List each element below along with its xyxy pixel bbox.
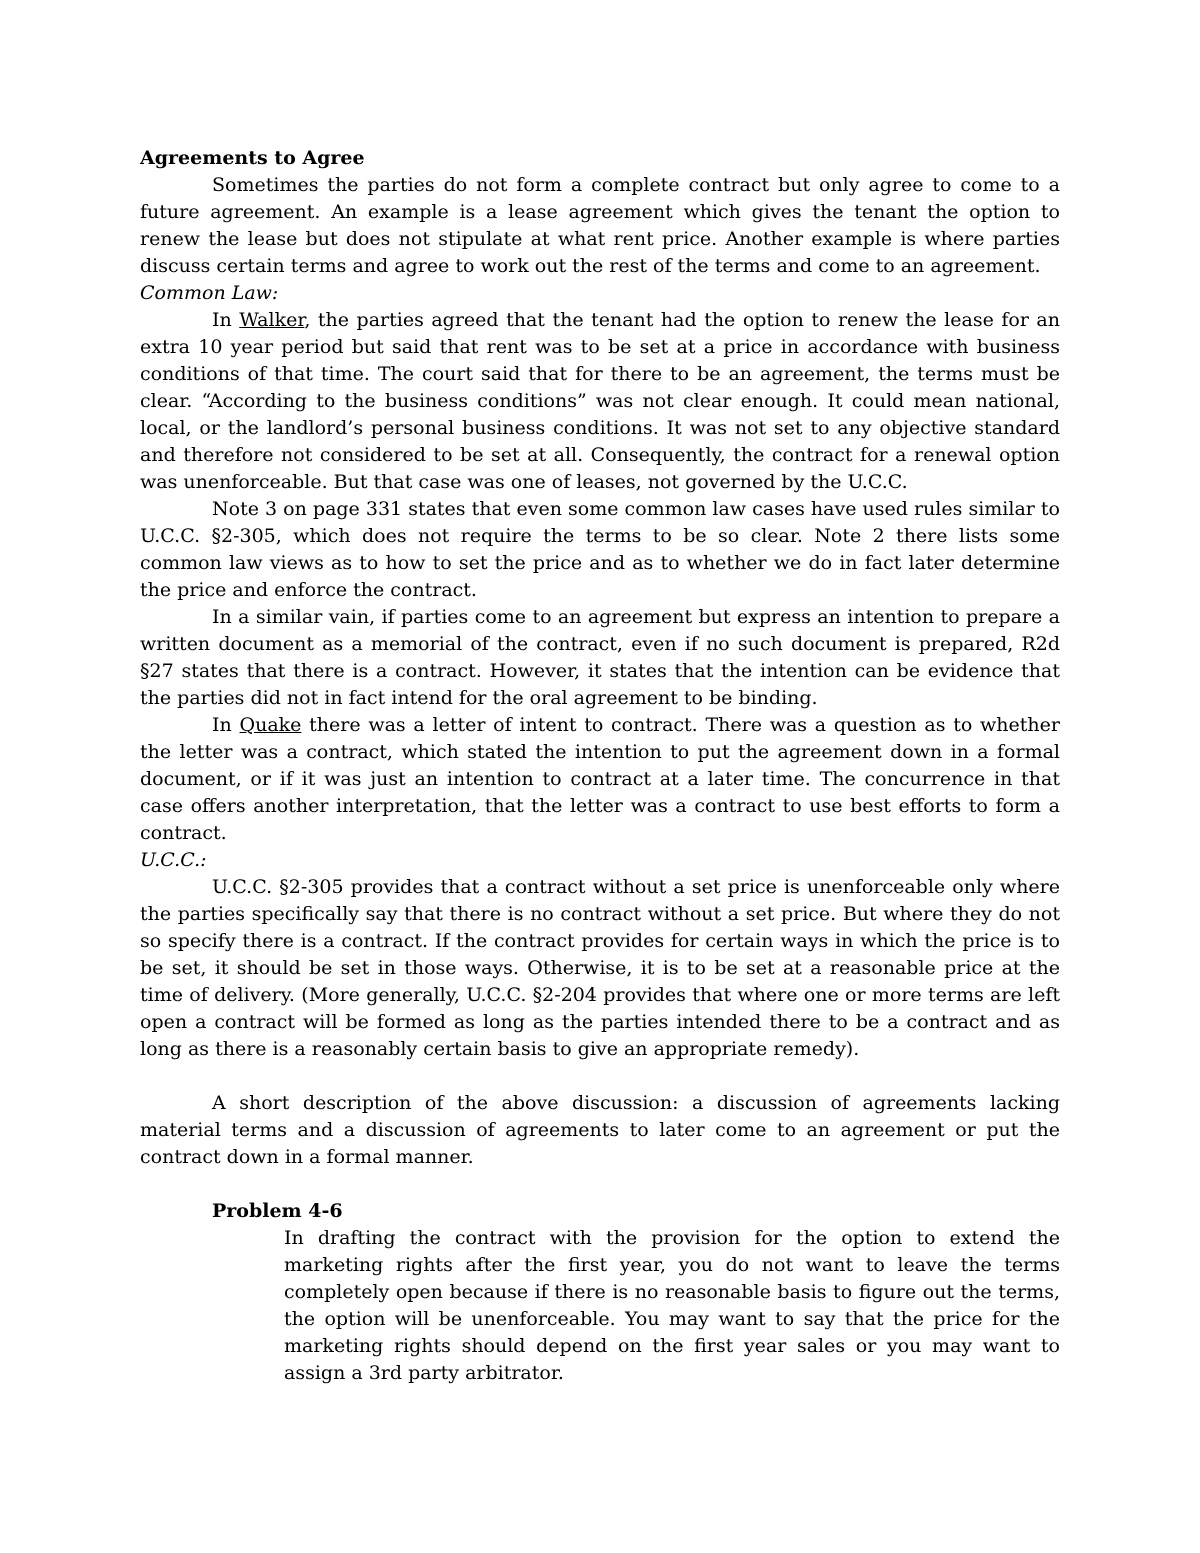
spacer bbox=[140, 1063, 1060, 1090]
quake-text: there was a letter of intent to contract. There was a question as to whether the letter was a contract, which stated the intention to put the agreement down in a formal document, or if it was just an intention to contract at a later time. The concurrence in that case offers another interpretation, that the letter was a contract to use best efforts to form a contract. bbox=[140, 714, 1060, 844]
quake-case-name: Quake bbox=[239, 714, 302, 736]
walker-paragraph bbox=[140, 307, 1060, 496]
problem-paragraph: In drafting the contract with the provision for the option to extend the marketing rights after the first year, you do not want to leave the terms completely open because if there is no reasonable basis to figure out the terms, the option will be unenforceable. You may want to say that the price for the marketing rights should depend on the first year sales or you may want to assign a 3rd party arbitrator. bbox=[284, 1227, 1060, 1384]
quake-lead: In bbox=[212, 714, 240, 736]
note-paragraph: Note 3 on page 331 states that even some common law cases have used rules similar to U.C.C. §2-305, which does not require the terms to be so clear. Note 2 there lists some common law views as to how to set the price and as to whether we do in fact later determine the price and enforce the contract. bbox=[140, 498, 1060, 601]
ucc-heading: U.C.C.: bbox=[140, 849, 207, 871]
quake-paragraph bbox=[140, 712, 1060, 847]
walker-text: , the parties agreed that the tenant had the option to renew the lease for an extra 10 year period but said that rent was to be set at a price in accordance with business conditions of that time. The court said that for there to be an agreement, the terms must be clear. “According to the business conditions” was not clear enough. It could mean national, local, or the landlord’s personal business conditions. It was not set to any objective standard and therefore not considered to be set at all. Consequently, the contract for a renewal option was unenforceable. But that case was one of leases, not governed by the U.C.C. bbox=[140, 309, 1060, 493]
common-law-heading: Common Law: bbox=[140, 282, 279, 304]
section-title: Agreements to Agree bbox=[140, 147, 365, 169]
walker-lead: In bbox=[212, 309, 240, 331]
problem-heading: Problem 4-6 bbox=[212, 1200, 343, 1222]
summary-paragraph: A short description of the above discussion: a discussion of agreements lacking material terms and a discussion of agreements to later come to an agreement or put the contract down in a formal manner. bbox=[140, 1092, 1060, 1168]
walker-case-name: Walker bbox=[239, 309, 305, 331]
document-body bbox=[140, 145, 1060, 1387]
memorial-paragraph: In a similar vain, if parties come to an agreement but express an intention to prepare a written document as a memorial of the contract, even if no such document is prepared, R2d §27 states that there is a contract. However, it states that the intention can be evidence that the parties did not in fact intend for the oral agreement to be binding. bbox=[140, 606, 1060, 709]
spacer bbox=[140, 1171, 1060, 1198]
ucc-paragraph: U.C.C. §2-305 provides that a contract without a set price is unenforceable only where the parties specifically say that there is no contract without a set price. But where they do not so specify there is a contract. If the contract provides for certain ways in which the price is to be set, it should be set in those ways. Otherwise, it is to be set at a reasonable price at the time of delivery. (More generally, U.C.C. §2-204 provides that where one or more terms are left open a contract will be formed as long as the parties intended there to be a contract and as long as there is a reasonably certain basis to give an appropriate remedy). bbox=[140, 876, 1060, 1060]
intro-paragraph: Sometimes the parties do not form a complete contract but only agree to come to a future agreement. An example is a lease agreement which gives the tenant the option to renew the lease but does not stipulate at what rent price. Another example is where parties discuss certain terms and agree to work out the rest of the terms and come to an agreement. bbox=[140, 174, 1060, 277]
